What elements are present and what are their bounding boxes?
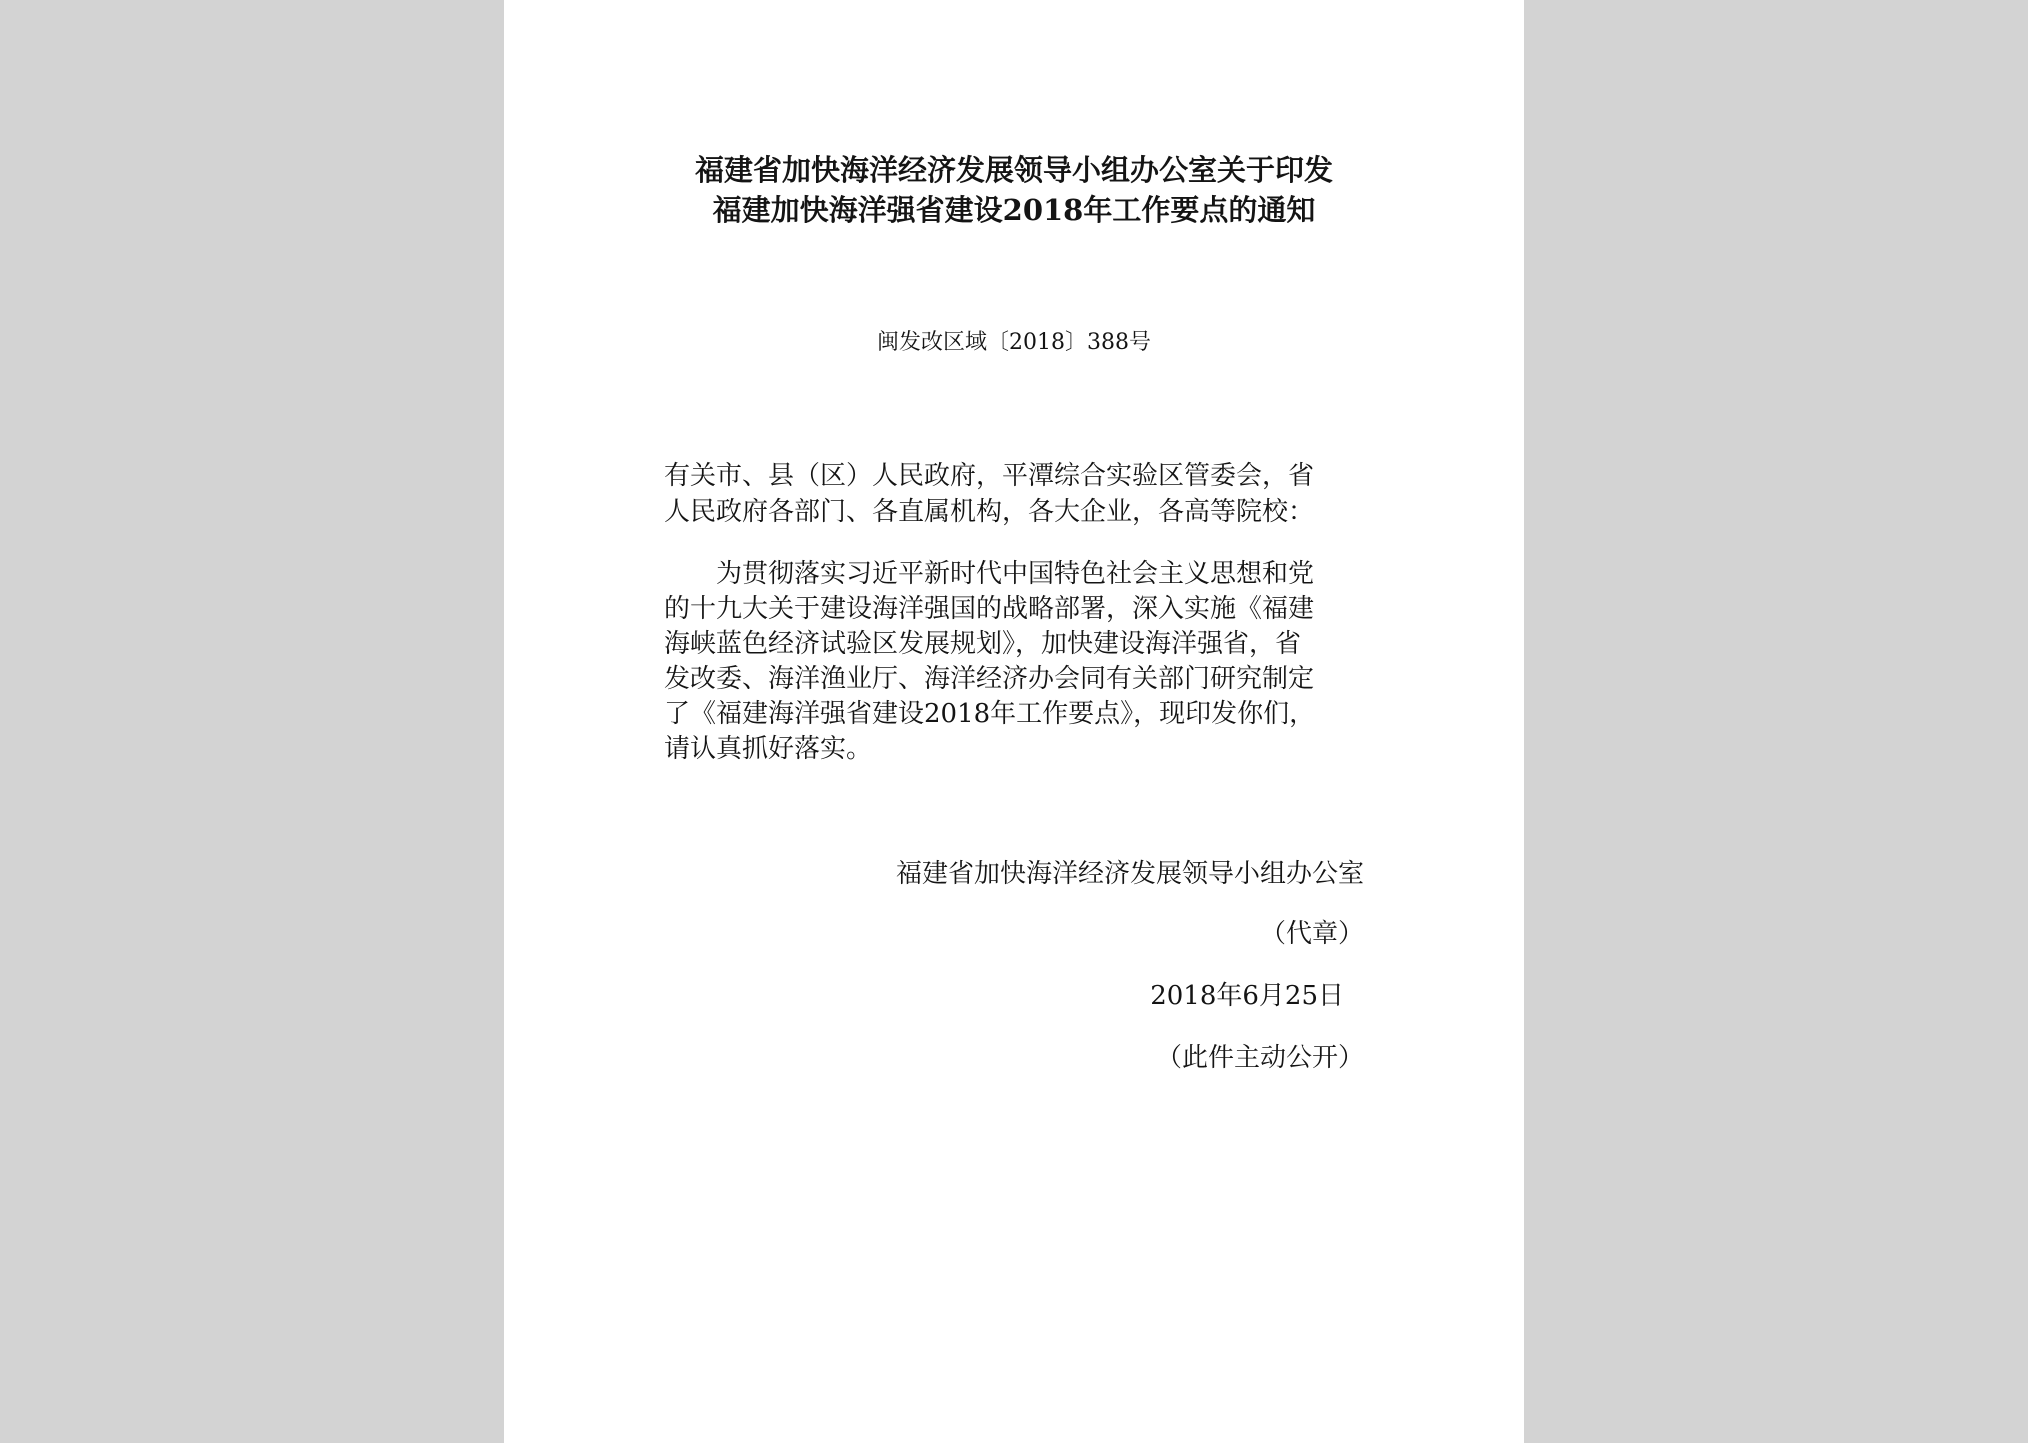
body-line-4: 发改委、海洋渔业厅、海洋经济办会同有关部门研究制定 <box>664 664 1315 694</box>
document-title-line-1: 福建省加快海洋经济发展领导小组办公室关于印发 <box>694 153 1333 187</box>
body-line-1: 为贯彻落实习近平新时代中国特色社会主义思想和党 <box>664 559 1315 589</box>
signature-organization: 福建省加快海洋经济发展领导小组办公室 <box>895 859 1364 889</box>
disclosure-note: （此件主动公开） <box>1155 1043 1364 1073</box>
body-line-2: 的十九大关于建设海洋强国的战略部署，深入实施《福建 <box>664 594 1315 624</box>
signature-date: 2018年6月25日 <box>1150 981 1344 1011</box>
document-page <box>504 0 1524 1443</box>
body-line-6: 请认真抓好落实。 <box>664 734 873 764</box>
signature-seal-note: （代章） <box>1259 919 1364 949</box>
salutation-line-1: 有关市、县（区）人民政府，平潭综合实验区管委会，省 <box>664 461 1315 491</box>
body-line-3: 海峡蓝色经济试验区发展规划》，加快建设海洋强省，省 <box>664 629 1302 659</box>
document-title-line-2: 福建加快海洋强省建设2018年工作要点的通知 <box>712 193 1316 227</box>
salutation-line-2: 人民政府各部门、各直属机构，各大企业，各高等院校： <box>664 497 1315 527</box>
body-line-5: 了《福建海洋强省建设2018年工作要点》，现印发你们， <box>664 699 1316 729</box>
document-number: 闽发改区域〔2018〕388号 <box>877 330 1151 355</box>
